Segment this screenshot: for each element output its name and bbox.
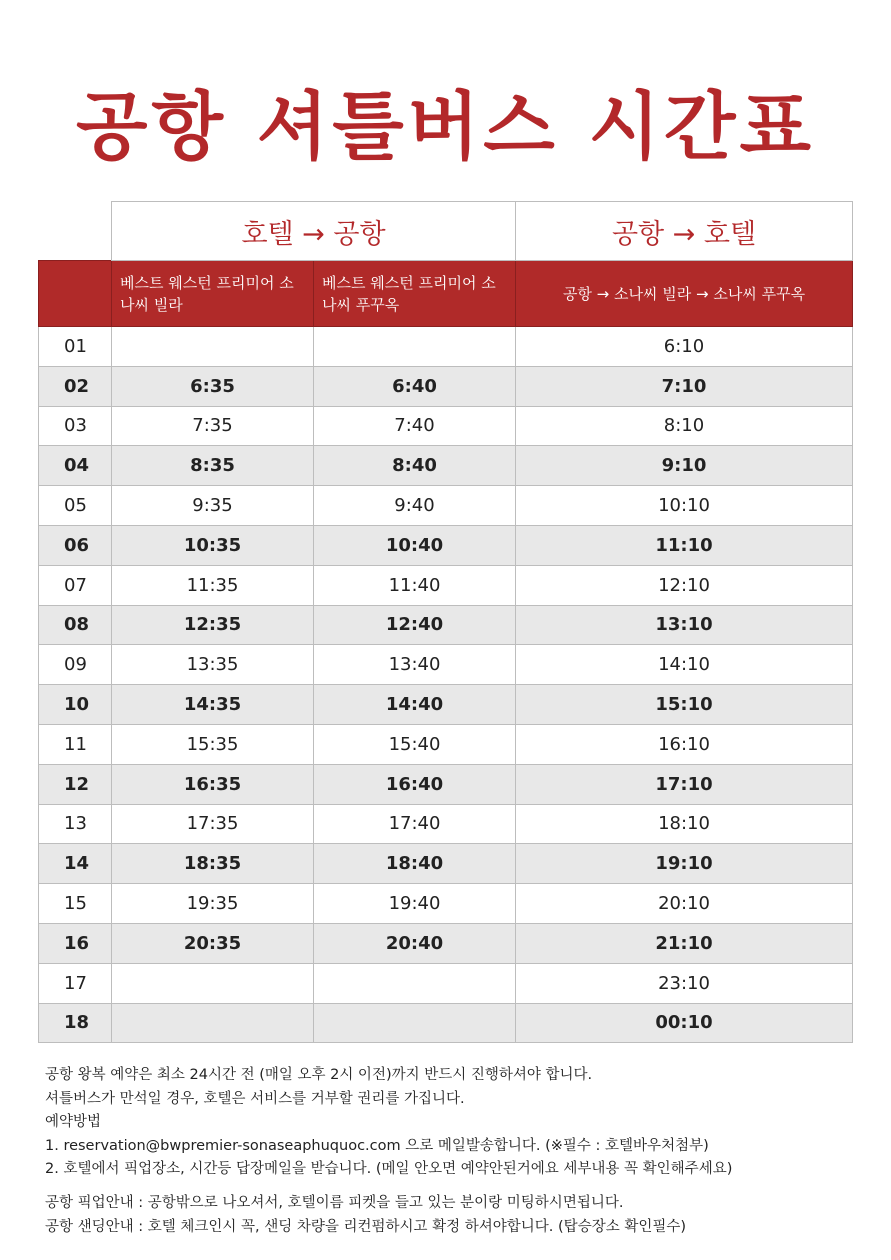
trip-number: 09 bbox=[39, 645, 112, 685]
page-title: 공항 셔틀버스 시간표 bbox=[76, 84, 815, 170]
table-row bbox=[39, 963, 853, 1003]
table-row bbox=[39, 565, 853, 605]
direction-header-row bbox=[39, 202, 853, 261]
airport-departure: 6:10 bbox=[516, 327, 853, 367]
table-row bbox=[39, 884, 853, 924]
table-row bbox=[39, 645, 853, 685]
notes bbox=[45, 1064, 732, 1239]
airport-departure: 10:10 bbox=[516, 486, 853, 526]
trip-number: 08 bbox=[39, 605, 112, 645]
phuquoc-departure: 14:40 bbox=[314, 685, 516, 725]
trip-number: 06 bbox=[39, 525, 112, 565]
table-row bbox=[39, 685, 853, 725]
shuttle-timetable bbox=[38, 201, 853, 1043]
direction-hotel-to-airport: 호텔 → 공항 bbox=[112, 202, 516, 261]
phuquoc-departure: 10:40 bbox=[314, 525, 516, 565]
villa-departure: 19:35 bbox=[112, 884, 314, 924]
airport-departure: 17:10 bbox=[516, 764, 853, 804]
trip-number: 14 bbox=[39, 844, 112, 884]
note-line: 2. 호텔에서 픽업장소, 시간등 답장메일을 받습니다. (메일 안오면 예약안된거에요 세부내용 꼭 확인해주세요) bbox=[45, 1161, 733, 1178]
trip-number: 03 bbox=[39, 406, 112, 446]
airport-departure: 18:10 bbox=[516, 804, 853, 844]
trip-number: 05 bbox=[39, 486, 112, 526]
villa-departure: 7:35 bbox=[112, 406, 314, 446]
table-row bbox=[39, 605, 853, 645]
trip-number: 17 bbox=[39, 963, 112, 1003]
airport-departure: 13:10 bbox=[516, 605, 853, 645]
phuquoc-departure: 7:40 bbox=[314, 406, 516, 446]
phuquoc-departure: 18:40 bbox=[314, 844, 516, 884]
villa-departure: 9:35 bbox=[112, 486, 314, 526]
table-row bbox=[39, 804, 853, 844]
villa-departure: 20:35 bbox=[112, 923, 314, 963]
note-line: 셔틀버스가 만석일 경우, 호텔은 서비스를 거부할 권리를 가집니다. bbox=[45, 1090, 465, 1107]
phuquoc-departure: 6:40 bbox=[314, 366, 516, 406]
phuquoc-departure: 15:40 bbox=[314, 724, 516, 764]
villa-departure: 13:35 bbox=[112, 645, 314, 685]
airport-departure: 12:10 bbox=[516, 565, 853, 605]
villa-departure bbox=[112, 963, 314, 1003]
airport-departure: 11:10 bbox=[516, 525, 853, 565]
column-header-villa: 베스트 웨스턴 프리미어 소나씨 빌라 bbox=[112, 261, 314, 327]
villa-departure bbox=[112, 1003, 314, 1043]
villa-departure: 18:35 bbox=[112, 844, 314, 884]
phuquoc-departure: 9:40 bbox=[314, 486, 516, 526]
villa-departure: 6:35 bbox=[112, 366, 314, 406]
trip-number: 07 bbox=[39, 565, 112, 605]
note-line: 1. reservation@bwpremier-sonaseaphuquoc.com 으로 메일발송합니다. (※필수 : 호텔바우처첨부) bbox=[45, 1137, 709, 1154]
airport-departure: 16:10 bbox=[516, 724, 853, 764]
table-row bbox=[39, 923, 853, 963]
trip-number: 01 bbox=[39, 327, 112, 367]
table-row bbox=[39, 844, 853, 884]
column-header-airport-route: 공항 → 소나씨 빌라 → 소나씨 푸꾸옥 bbox=[516, 261, 853, 327]
table-row bbox=[39, 1003, 853, 1043]
phuquoc-departure bbox=[314, 963, 516, 1003]
phuquoc-departure: 8:40 bbox=[314, 446, 516, 486]
trip-number: 04 bbox=[39, 446, 112, 486]
note-line: 공항 픽업안내 : 공항밖으로 나오셔서, 호텔이름 피켓을 들고 있는 분이랑 미팅하시면됩니다. bbox=[45, 1194, 624, 1211]
airport-departure: 15:10 bbox=[516, 685, 853, 725]
airport-departure: 9:10 bbox=[516, 446, 853, 486]
phuquoc-departure: 19:40 bbox=[314, 884, 516, 924]
villa-departure bbox=[112, 327, 314, 367]
airport-departure: 8:10 bbox=[516, 406, 853, 446]
trip-number: 10 bbox=[39, 685, 112, 725]
note-line: 공항 왕복 예약은 최소 24시간 전 (매일 오후 2시 이전)까지 반드시 진행하셔야 합니다. bbox=[45, 1067, 593, 1083]
phuquoc-departure: 20:40 bbox=[314, 923, 516, 963]
airport-departure: 19:10 bbox=[516, 844, 853, 884]
trip-number: 18 bbox=[39, 1003, 112, 1043]
note-line: 예약방법 bbox=[45, 1114, 102, 1131]
note-line: 공항 샌딩안내 : 호텔 체크인시 꼭, 샌딩 차량을 리컨펌하시고 확정 하셔야합니다. (탑승장소 확인필수) bbox=[45, 1218, 687, 1235]
phuquoc-departure: 11:40 bbox=[314, 565, 516, 605]
column-header-row bbox=[39, 261, 853, 327]
villa-departure: 16:35 bbox=[112, 764, 314, 804]
airport-departure: 00:10 bbox=[516, 1003, 853, 1043]
table-row bbox=[39, 764, 853, 804]
airport-departure: 14:10 bbox=[516, 645, 853, 685]
direction-airport-to-hotel: 공항 → 호텔 bbox=[516, 202, 853, 261]
trip-number: 13 bbox=[39, 804, 112, 844]
phuquoc-departure: 12:40 bbox=[314, 605, 516, 645]
trip-number: 12 bbox=[39, 764, 112, 804]
table-row bbox=[39, 525, 853, 565]
table-row bbox=[39, 406, 853, 446]
villa-departure: 8:35 bbox=[112, 446, 314, 486]
villa-departure: 12:35 bbox=[112, 605, 314, 645]
phuquoc-departure bbox=[314, 1003, 516, 1043]
table-row bbox=[39, 486, 853, 526]
airport-departure: 7:10 bbox=[516, 366, 853, 406]
table-row bbox=[39, 366, 853, 406]
trip-number: 11 bbox=[39, 724, 112, 764]
airport-departure: 23:10 bbox=[516, 963, 853, 1003]
villa-departure: 15:35 bbox=[112, 724, 314, 764]
phuquoc-departure: 16:40 bbox=[314, 764, 516, 804]
airport-departure: 20:10 bbox=[516, 884, 853, 924]
phuquoc-departure: 17:40 bbox=[314, 804, 516, 844]
phuquoc-departure: 13:40 bbox=[314, 645, 516, 685]
trip-number: 16 bbox=[39, 923, 112, 963]
villa-departure: 11:35 bbox=[112, 565, 314, 605]
column-header-phuquoc: 베스트 웨스턴 프리미어 소나씨 푸꾸옥 bbox=[314, 261, 516, 327]
phuquoc-departure bbox=[314, 327, 516, 367]
table-row bbox=[39, 724, 853, 764]
airport-departure: 21:10 bbox=[516, 923, 853, 963]
villa-departure: 14:35 bbox=[112, 685, 314, 725]
villa-departure: 17:35 bbox=[112, 804, 314, 844]
table-row bbox=[39, 327, 853, 367]
table-row bbox=[39, 446, 853, 486]
trip-number: 15 bbox=[39, 884, 112, 924]
trip-number: 02 bbox=[39, 366, 112, 406]
villa-departure: 10:35 bbox=[112, 525, 314, 565]
